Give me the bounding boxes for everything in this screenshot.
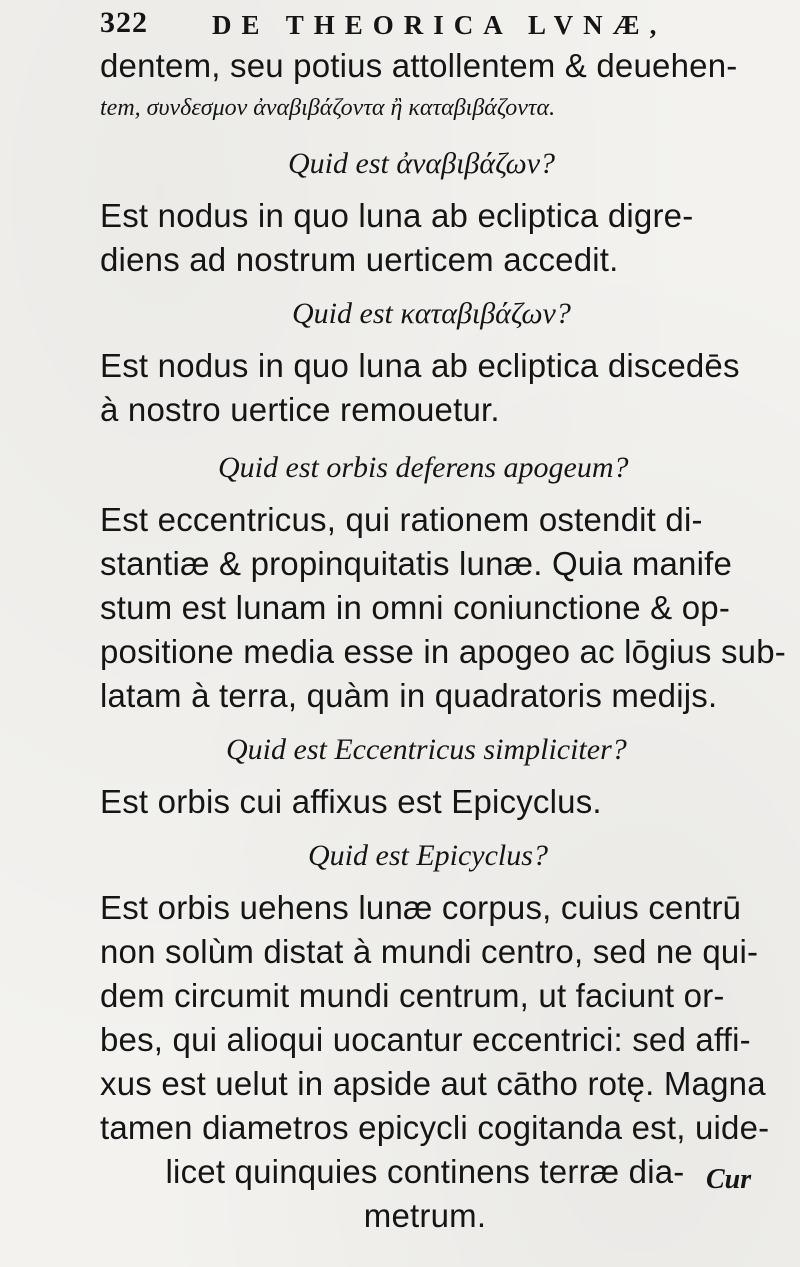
text-line: Est eccentricus, qui rationem ostendit di- — [100, 501, 703, 538]
page-number: 322 — [100, 6, 148, 39]
greek-line: tem, συνδεσμον ἀναβιβάζοντα ἢ καταβιβάζοντα. — [100, 95, 556, 121]
question-heading: Quid est Eccentricus simpliciter? — [226, 733, 627, 766]
text-line: à nostro uertice remouetur. — [100, 391, 500, 428]
catchword: Cur — [706, 1164, 752, 1195]
text-line: stantiæ & propinquitatis lunæ. Quia manife — [100, 545, 733, 582]
page-header — [100, 6, 750, 46]
text-line: tamen diametros epicycli cogitanda est, uide- — [100, 1109, 770, 1146]
text-line: metrum. — [363, 1197, 487, 1234]
body-text — [100, 44, 786, 1238]
text-line: Est orbis cui affixus est Epicyclus. — [100, 783, 602, 820]
text-line: xus est uelut in apside aut cātho rotę. Magna — [100, 1065, 766, 1102]
text-line: Est nodus in quo luna ab ecliptica discedēs — [100, 347, 740, 384]
question-heading: Quid est καταβιβάζων? — [292, 297, 571, 330]
text-line: licet quinquies continens terræ dia- — [165, 1153, 685, 1190]
question-heading: Quid est orbis deferens apogeum? — [218, 451, 629, 484]
text-line: diens ad nostrum uerticem accedit. — [100, 241, 619, 278]
text-line: positione media esse in apogeo ac lōgius sub- — [100, 633, 786, 670]
running-head: DE THEORICA LVNÆ, — [212, 10, 667, 40]
question-heading: Quid est Epicyclus? — [308, 839, 548, 872]
text-line: non solùm distat à mundi centro, sed ne qui- — [100, 933, 759, 970]
text-line: stum est lunam in omni coniunctione & op- — [100, 589, 731, 626]
question-heading: Quid est ἀναβιβάζων? — [288, 147, 556, 180]
text-line: dem circumit mundi centrum, ut faciunt or- — [100, 977, 725, 1014]
text-line: bes, qui alioqui uocantur eccentrici: sed affi- — [100, 1021, 751, 1058]
text-line: Est orbis uehens lunæ corpus, cuius centrū — [100, 889, 742, 926]
text-line: Est nodus in quo luna ab ecliptica digre- — [100, 197, 694, 234]
text-line: dentem, seu potius attollentem & deuehen- — [100, 47, 738, 84]
text-line: latam à terra, quàm in quadratoris medijs. — [100, 677, 718, 714]
